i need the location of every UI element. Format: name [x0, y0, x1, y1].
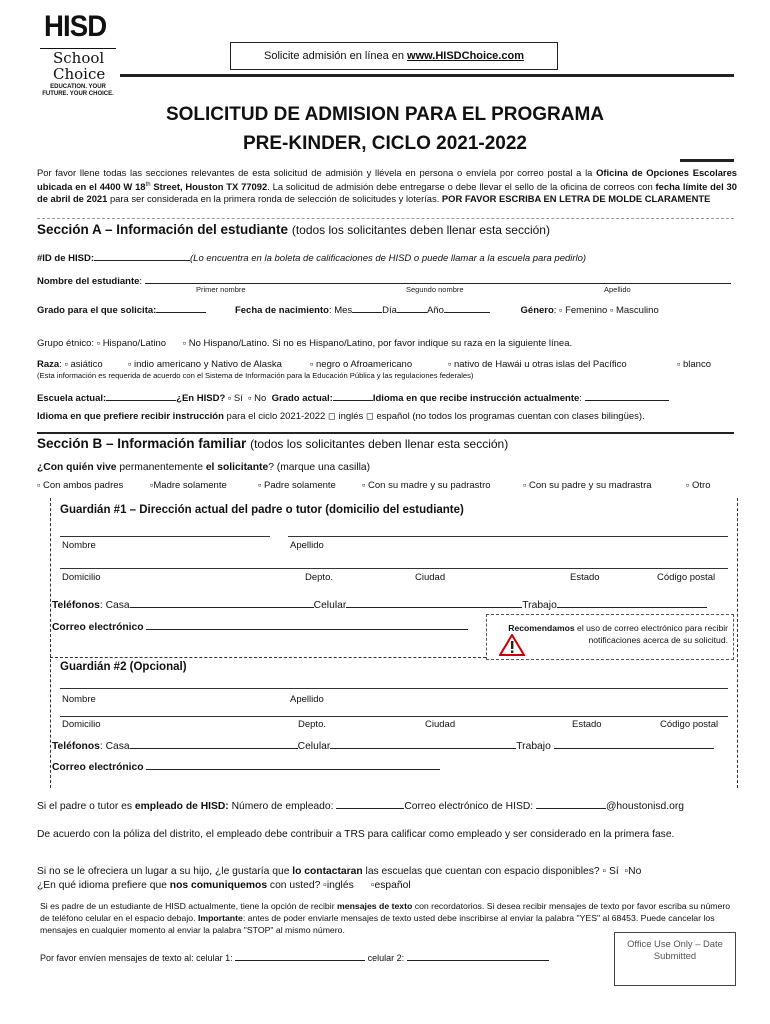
logo-tagline-1: EDUCATION. YOUR	[50, 84, 106, 90]
student-name-field[interactable]	[145, 273, 731, 284]
lives-both-parents-checkbox[interactable]: ▫ Con ambos padres	[37, 480, 124, 491]
form-title-line2: PRE-KINDER, CICLO 2021-2022	[242, 133, 528, 154]
guardian2-divider	[50, 657, 486, 658]
race-asian-checkbox[interactable]: : ▫ asiático	[59, 359, 103, 370]
grade-dob-gender-row: Grado para el que solicita: Fecha de nacimiento: Mes Día Año Género: ▫ Femenino ▫ Masculino	[37, 302, 659, 316]
guardian2-home-phone-field[interactable]	[130, 738, 298, 749]
current-language-field[interactable]	[585, 390, 669, 401]
email-recommendation-text: Recomendamos el uso de correo electrónico para recibir notificaciones acerca de su solicitud.	[508, 623, 728, 645]
grade-field[interactable]	[156, 302, 206, 313]
sms-cell2-field[interactable]	[407, 950, 549, 961]
logo-school-choice	[53, 50, 105, 82]
in-hisd-yes-checkbox[interactable]: ▫ Sí	[227, 393, 243, 404]
lives-father-only-checkbox[interactable]: ▫ Padre solamente	[258, 480, 336, 491]
lives-father-stepmother-checkbox[interactable]: ▫ Con su padre y su madrastra	[523, 480, 652, 491]
form-title-line1: SOLICITUD DE ADMISION PARA EL PROGRAMA	[165, 104, 605, 125]
current-grade-field[interactable]	[333, 390, 373, 401]
guardian1-email-row: Correo electrónico	[52, 619, 468, 633]
dob-day-field[interactable]	[397, 302, 427, 313]
online-url-link[interactable]: www.HISDChoice.com	[407, 50, 524, 62]
logo-choice: Choice	[53, 65, 106, 83]
guardian2-depto-label: Depto.	[298, 719, 326, 730]
office-use-box: Office Use Only – Date Submitted	[614, 932, 736, 986]
contact-question: Si no se le ofreciera un lugar a su hijo, ¿le gustaría que lo contactaran las escuelas que cuentan con espacio disponibles? ▫ Sí ▫No	[37, 866, 642, 877]
guardian2-ciudad-label: Ciudad	[425, 719, 456, 730]
hisd-id-row: #ID de HISD: (Lo encuentra en la boleta de calificaciones de HISD o puede llamar a la escuela para pedirlo)	[37, 250, 586, 264]
guardian2-nombre-label: Nombre	[62, 694, 96, 705]
guardian2-domicilio-label: Domicilio	[62, 719, 101, 730]
logo-school: School	[53, 49, 105, 67]
employee-email-field[interactable]	[536, 798, 606, 809]
guardian1-nombre-label: Nombre	[62, 540, 96, 551]
dob-year-field[interactable]	[444, 302, 490, 313]
guardian1-work-phone-field[interactable]	[557, 597, 707, 608]
guardian2-address-field[interactable]	[60, 716, 728, 717]
race-pacific-checkbox[interactable]: ▫ nativo de Hawái u otras islas del Pacífico	[448, 359, 627, 370]
guardian1-address-field[interactable]	[60, 568, 728, 569]
guardian1-cell-phone-field[interactable]	[346, 597, 522, 608]
guardian2-cell-phone-field[interactable]	[330, 738, 516, 749]
ethnic-row: Grupo étnico: ▫ Hispano/Latino ▫ No Hispano/Latino. Si no es Hispano/Latino, por favor indique su raza en la siguiente línea.	[37, 338, 573, 349]
section-b-rule	[37, 432, 734, 434]
current-school-field[interactable]	[106, 390, 176, 401]
guardian1-home-phone-field[interactable]	[130, 597, 314, 608]
contact-language-question: ¿En qué idioma prefiere que nos comuniquemos con usted? ▫inglés ▫español	[37, 880, 411, 891]
guardian2-email-field[interactable]	[146, 759, 440, 770]
title-rule	[680, 159, 734, 162]
race-white-checkbox[interactable]: ▫ blanco	[677, 359, 712, 370]
race-row: Raza: ▫ asiático	[37, 359, 103, 370]
sub-last-name: Apellido	[604, 285, 631, 294]
intro-divider	[37, 218, 734, 219]
dob-month-field[interactable]	[352, 302, 382, 313]
intro-paragraph: Por favor llene todas las secciones relevantes de esta solicitud de admisión y llévela en persona o envíela por correo postal a la Oficina de Opciones Escolares ubicada en el 4400 W 18th Street, Houston TX 77092. La solicitud de admisión debe entregarse o debe llevar el sello de la oficina de correos con fecha límite del 30 de abril de 2021 para ser considerada en la primera ronda de selección de solicitudes y loterías. POR FAVOR ESCRIBA EN LETRA DE MOLDE CLARAMENTE	[37, 167, 738, 205]
sms-cell-row: Por favor envíen mensajes de texto al: celular 1: celular 2:	[40, 950, 549, 963]
guardian1-phones-row: Teléfonos: Casa Celular Trabajo	[52, 597, 707, 611]
employee-row: Si el padre o tutor es empleado de HISD: Número de empleado: Correo electrónico de HISD: @houstonisd.org	[37, 798, 684, 812]
section-a-title: Sección A – Información del estudiante (todos los solicitantes deben llenar esta sección)	[37, 222, 550, 237]
logo-tagline	[38, 84, 118, 98]
guardian2-title: Guardián #2 (Opcional)	[60, 661, 187, 673]
race-native-american-checkbox[interactable]: ▫ indio americano y Nativo de Alaska	[128, 359, 282, 370]
race-note: (Esta información es requerida de acuerdo con el Sistema de Información para la Educación Pública y las regulaciones federales)	[37, 371, 474, 380]
race-black-checkbox[interactable]: ▫ negro o Afroamericano	[310, 359, 413, 370]
sub-first-name: Primer nombre	[196, 285, 246, 294]
section-b-title: Sección B – Información familiar (todos los solicitantes deben llenar esta sección)	[37, 436, 509, 451]
contact-spanish-checkbox[interactable]: ▫español	[370, 880, 411, 891]
guardian2-email-row: Correo electrónico	[52, 759, 440, 773]
gender-male-checkbox[interactable]: ▫ Masculino	[609, 305, 659, 316]
lives-mother-only-checkbox[interactable]: ▫Madre solamente	[150, 480, 227, 491]
lives-other-checkbox[interactable]: ▫ Otro	[686, 480, 711, 491]
guardian2-name-field[interactable]	[60, 688, 728, 689]
guardian1-estado-label: Estado	[570, 572, 600, 583]
guardian1-apellido-label: Apellido	[290, 540, 324, 551]
guardian1-ciudad-label: Ciudad	[415, 572, 446, 583]
guardian1-first-name-field[interactable]	[60, 536, 270, 537]
lives-with-question: ¿Con quién vive permanentemente el solicitante? (marque una casilla)	[37, 462, 371, 473]
guardian2-work-phone-field[interactable]	[554, 738, 714, 749]
lives-mother-stepfather-checkbox[interactable]: ▫ Con su madre y su padrastro	[362, 480, 491, 491]
gender-female-checkbox[interactable]: : ▫ Femenino	[553, 305, 608, 316]
guardian2-phones-row: Teléfonos: Casa Celular Trabajo	[52, 738, 714, 752]
trs-policy-text: De acuerdo con la póliza del distrito, el empleado debe contribuir a TRS para calificar como empleado y ser considerado en la primera fase.	[37, 829, 675, 840]
online-text: Solicite admisión en línea en	[264, 50, 405, 62]
warning-icon	[499, 634, 525, 659]
contact-no-checkbox[interactable]: ▫No	[624, 866, 642, 877]
sms-cell1-field[interactable]	[235, 950, 365, 961]
sub-middle-name: Segundo nombre	[406, 285, 464, 294]
guardian2-apellido-label: Apellido	[290, 694, 324, 705]
guardian1-depto-label: Depto.	[305, 572, 333, 583]
current-school-row: Escuela actual: ¿En HISD? ▫ Sí ▫ No Grado actual: Idioma en que recibe instrucción actualmente:	[37, 390, 669, 404]
guardian1-email-field[interactable]	[146, 619, 468, 630]
ethnic-nonhispanic-checkbox[interactable]: ▫ No Hispano/Latino. Si no es Hispano/Latino, por favor indique su raza en la siguiente línea.	[182, 338, 573, 349]
guardian1-cp-label: Código postal	[657, 572, 716, 583]
in-hisd-no-checkbox[interactable]: ▫ No	[248, 393, 267, 404]
hisd-logo-text: HISD	[44, 10, 107, 43]
preferred-language-row: Idioma en que prefiere recibir instrucción para el ciclo 2021-2022 ◻ inglés ◻ español (no todos los programas cuentan con clases bilingües).	[37, 411, 645, 422]
guardian2-estado-label: Estado	[572, 719, 602, 730]
employee-number-field[interactable]	[336, 798, 404, 809]
student-name-row: Nombre del estudiante:	[37, 273, 731, 287]
ethnic-hispanic-checkbox[interactable]: ▫ Hispano/Latino	[96, 338, 167, 349]
sms-paragraph: Si es padre de un estudiante de HISD actualmente, tiene la opción de recibir mensajes de texto con recordatorios. Si desea recibir mensajes de texto por favor escriba su número de teléfono celular en el espacio debajo. Importante: antes de poder enviarle mensajes de texto usted debe inscribirse al enviar la palabra "YES" al 68453. Puede cancelar los mensajes en cualquier momento al enviar la palabra "STOP" al mismo número.	[40, 901, 731, 935]
guardian1-last-name-field[interactable]	[288, 536, 728, 537]
hisd-id-field[interactable]	[94, 250, 190, 261]
logo-tagline-2: FUTURE. YOUR CHOICE.	[42, 91, 114, 97]
online-application-box	[230, 42, 558, 70]
guardian1-title: Guardián #1 – Dirección actual del padre o tutor (domicilio del estudiante)	[60, 504, 464, 516]
guardian2-cp-label: Código postal	[660, 719, 719, 730]
header-rule	[120, 74, 734, 77]
guardian1-domicilio-label: Domicilio	[62, 572, 101, 583]
